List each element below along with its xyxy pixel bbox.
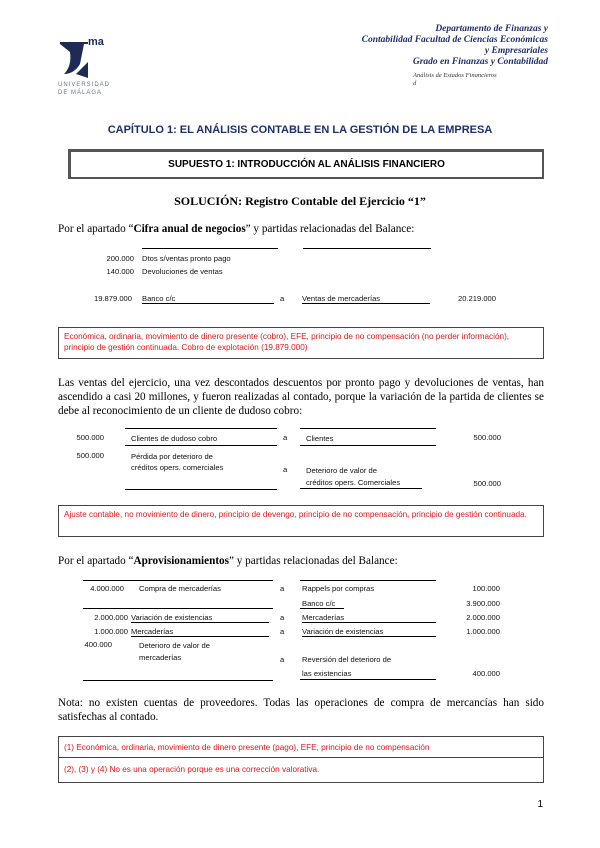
debit-account: Banco c/c [142, 294, 176, 303]
entry-amount: 500.000 [76, 451, 104, 460]
department-line: y Empresariales [484, 46, 548, 56]
department-line: Departamento de Finanzas y [435, 24, 548, 34]
note-paragraph: Nota: no existen cuentas de proveedores. Todas las operaciones de compra de mercancías han sido satisfechas al contado. [58, 697, 544, 723]
intro-text: Por el apartado “ [58, 555, 134, 567]
a-marker: a [280, 655, 285, 664]
entry-amount: 400.000 [472, 669, 500, 678]
credit-account: Ventas de mercaderías [302, 294, 381, 303]
section2-note: Ajuste contable, no movimiento de dinero, principio de devengo, principio de no compensación, principio de gestión continuada. [58, 505, 544, 537]
entry-amount: 1.000.000 [466, 627, 500, 636]
entry-amount: 100.000 [472, 584, 500, 593]
credit-account-line1: Deterioro de valor de [306, 466, 377, 475]
entry-account: Devoluciones de ventas [142, 267, 223, 276]
subject-name [413, 72, 497, 88]
sales-paragraph: Las ventas del ejercicio, una vez descontados descuentos por pronto pago y devoluciones de ventas, han ascendido a casi 20 millones, y fueron realizadas al contado, porque la variación de la partida de clientes se debe al reconocimiento de un cliente de dudoso cobro: [58, 377, 544, 417]
debit-account-line2: mercaderías [139, 653, 182, 662]
entry-amount: 500.000 [473, 433, 501, 442]
a-marker: a [283, 465, 288, 474]
intro-bold: Aprovisionamientos [133, 555, 230, 567]
entry-amount: 20.219.000 [457, 294, 496, 303]
subject-line: Análisis de Estados Financieros [413, 72, 497, 79]
logo-mark: ma [88, 36, 104, 48]
credit-account: Variación de existencias [302, 627, 384, 636]
entry-amount: 400.000 [84, 640, 112, 649]
entry-amount: 500.000 [76, 433, 104, 442]
credit-account: Clientes [306, 434, 334, 443]
entry-amount: 200.000 [106, 254, 134, 263]
debit-account: Compra de mercaderías [139, 584, 221, 593]
intro-text: Por el apartado “ [58, 223, 134, 235]
entry-amount: 2.000.000 [94, 613, 128, 622]
entry-amount: 2.000.000 [466, 613, 500, 622]
case-title: SUPUESTO 1: INTRODUCCIÓN AL ANÁLISIS FINANCIERO [168, 159, 445, 170]
intro-text: ” y partidas relacionadas del Balance: [229, 555, 398, 567]
chapter-title: CAPÍTULO 1: EL ANÁLISIS CONTABLE EN LA GESTIÓN DE LA EMPRESA [107, 124, 493, 136]
a-marker: a [280, 613, 285, 622]
a-marker: a [280, 584, 285, 593]
department-line: Contabilidad Facultad de Ciencias Económicas [361, 35, 548, 45]
entry-amount: 19.879.000 [93, 294, 132, 303]
entry-amount: 500.000 [473, 479, 501, 488]
final-note-2: (2), (3) y (4) No es una operación porque es una corrección valorativa. [58, 757, 544, 783]
credit-account-line2: créditos opers. Comerciales [306, 478, 401, 487]
a-marker: a [280, 294, 285, 303]
credit-account: Rappels por compras [302, 584, 375, 593]
logo-university-line1: UNIVERSIDAD [58, 82, 111, 88]
entry-amount: 140.000 [106, 267, 134, 276]
debit-account: Variación de existencias [131, 613, 213, 622]
section1-intro [58, 222, 544, 236]
solution-title: SOLUCIÓN: Registro Contable del Ejercicio “1” [174, 194, 426, 208]
credit-account-line1: Reversión del deterioro de [302, 655, 392, 664]
debit-account: Mercaderías [131, 627, 174, 636]
credit-account-line2: las existencias [302, 669, 352, 678]
page-number: 1 [537, 799, 543, 810]
debit-account-line2: créditos opers. comerciales [131, 463, 224, 472]
debit-account: Clientes de dudoso cobro [131, 434, 218, 443]
debit-account-line1: Pérdida por deterioro de [131, 452, 213, 461]
intro-text: ” y partidas relacionadas del Balance: [245, 223, 415, 235]
section1-note: Económica, ordinaria, movimiento de dinero presente (cobro), EFE, principio de no compensación (no perder información), principio de gestión continuada. Cobro de explotación (19.879.000) [58, 327, 544, 359]
section3-intro [58, 554, 544, 568]
department-line: Grado en Finanzas y Contabilidad [412, 57, 548, 67]
a-marker: a [280, 627, 285, 636]
final-note-1: (1) Económica, ordinaria, movimiento de dinero presente (pago), EFE, principio de no compensación [58, 736, 544, 758]
credit-account: Banco c/c [302, 599, 336, 608]
debit-account-line1: Deterioro de valor de [139, 641, 210, 650]
entry-account: Dtos s/ventas pronto pago [142, 254, 231, 263]
department-header [248, 24, 548, 68]
logo-university-line2: DE MÁLAGA [58, 90, 103, 96]
case-banner [68, 149, 544, 179]
a-marker: a [283, 433, 288, 442]
intro-bold: Cifra anual de negocios [133, 223, 246, 235]
subject-line: d [413, 80, 417, 87]
credit-account: Mercaderías [302, 613, 345, 622]
entry-amount: 3.900.000 [466, 599, 500, 608]
entry-amount: 1.000.000 [94, 627, 128, 636]
entry-amount: 4.000.000 [90, 584, 124, 593]
